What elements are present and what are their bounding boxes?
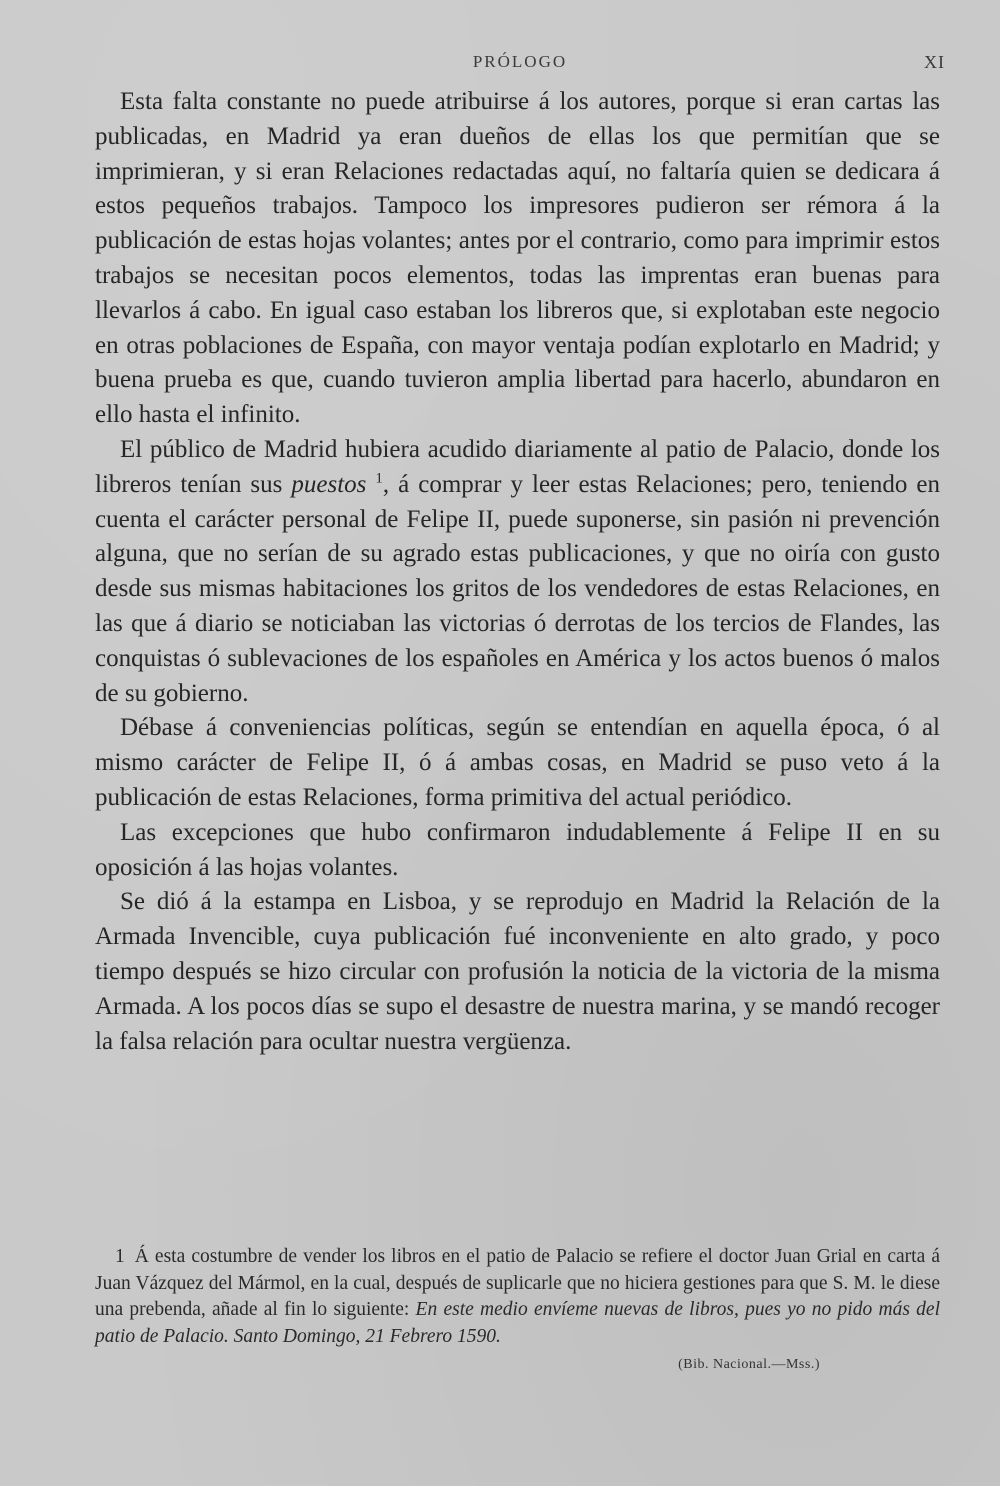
page-number: XI xyxy=(924,52,945,72)
footnote xyxy=(95,1244,940,1350)
paragraph xyxy=(95,433,940,711)
footnote-quote: En este medio envíeme nuevas de libros, pues yo no pido más del patio de Palacio. Santo Domingo, 21 Febrero 1590. xyxy=(95,1299,940,1347)
footnote-number: 1 xyxy=(115,1246,125,1267)
paragraph: Se dió á la estampa en Lisboa, y se reprodujo en Madrid la Relación de la Armada Invencible, cuya publicación fué inconveniente en alto grado, y poco tiempo después se hizo circular con profusión la noticia de la victoria de la misma Armada. A los pocos días se supo el desastre de nuestra marina, y se mandó recoger la falsa relación para ocultar nuestra vergüenza. xyxy=(95,888,940,1055)
body-text xyxy=(95,85,940,1059)
page-header xyxy=(95,52,945,76)
footnote-marker: 1 xyxy=(375,470,383,487)
paragraph-text: El público de Madrid hubiera acudido diariamente al patio de Palacio, donde los libreros tenían sus xyxy=(95,435,940,498)
footnotes xyxy=(95,1244,940,1379)
footnote-source: (Bib. Nacional.—Mss.) xyxy=(678,1357,820,1372)
italic-term: puestos xyxy=(291,470,367,498)
paragraph: Esta falta constante no puede atribuirse á los autores, porque si eran cartas las publicadas, en Madrid ya eran dueños de ellas los que permitían que se imprimieran, y si eran Relaciones redactadas aquí, no faltaría quien se dedicara á estos pequeños trabajos. Tampoco los impresores pudieron ser rémora á la publicación de estas hojas volantes; antes por el contrario, como para imprimir estos trabajos se necesitan pocos elementos, todas las imprentas eran buenas para llevarlos á cabo. En igual caso estaban los libreros que, si explotaban este negocio en otras poblaciones de España, con mayor ventaja podían explotarlo en Madrid; y buena prueba es que, cuando tuvieron amplia libertad para hacerlo, abundaron en ello hasta el infinito. xyxy=(95,88,940,429)
paragraph: Las excepciones que hubo confirmaron indudablemente á Felipe II en su oposición á las hojas volantes. xyxy=(95,818,940,881)
footnote-text: Á esta costumbre de vender los libros en el patio de Palacio se refiere el doctor Juan Grial en carta á Juan Vázquez del Mármol, en la cual, después de suplicarle que no hiciera gestiones para que S. M. le diese una prebenda, añade al fin lo siguiente: xyxy=(95,1246,940,1320)
running-title: PRÓLOGO xyxy=(472,52,568,71)
paragraph: Débase á conveniencias políticas, según se entendían en aquella época, ó al mismo carácter de Felipe II, ó á ambas cosas, en Madrid se puso veto á la publicación de estas Relaciones, forma primitiva del actual periódico. xyxy=(95,714,940,811)
paragraph-text: , á comprar y leer estas Relaciones; pero, teniendo en cuenta el carácter personal de Felipe II, puede suponerse, sin pasión ni prevención alguna, que no serían de su agrado estas publicaciones, y que no oiría con gusto desde sus mismas habitaciones los gritos de los vendedores de estas Relaciones, en las que á diario se noticiaban las victorias ó derrotas de los tercios de Flandes, las conquistas ó sublevaciones de los españoles en América y los actos buenos ó malos de su gobierno. xyxy=(95,470,940,707)
